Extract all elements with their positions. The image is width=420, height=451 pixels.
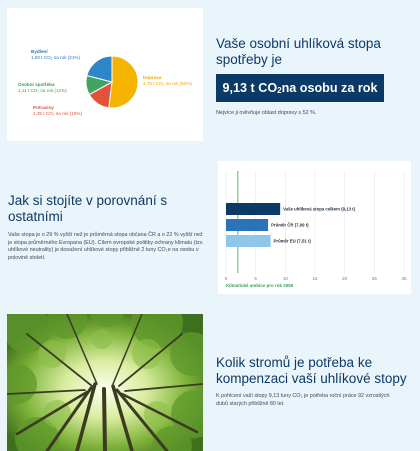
x-tick-label: 0 — [224, 276, 228, 281]
x-tick-label: 15 — [312, 276, 318, 281]
bar-label: Průměr EU (7,51 t) — [273, 238, 311, 244]
bar-1 — [226, 219, 268, 231]
comparison-heading: Jak si stojíte v porovnání s ostatními — [8, 193, 168, 224]
pie-label-value: 4,75 t CO₂ na rok (52%) — [143, 81, 193, 86]
pie-label-food — [33, 105, 82, 117]
pie-label-transport — [143, 75, 192, 87]
bar-label: Průměr ČR (7,09 t) — [271, 222, 309, 228]
trees-body: K pohlcení vaší stopy 9,13 tuny CO₂ je potřeba roční práce 92 vzrostlých dubů starých přibližně 80 let. — [216, 393, 390, 407]
pie-label-name: Bydlení — [31, 49, 48, 54]
forest-photo — [7, 314, 203, 451]
x-tick-label: 30 — [401, 276, 407, 281]
footprint-total-sub: 2 — [277, 85, 282, 95]
footprint-heading: Vaše osobní uhlíková stopa spotřeby je — [216, 36, 381, 67]
comparison-body: Vaše stopa je o 29 % vyšší než je průměrná stopa občana ČR a o 22 % vyšší než je stopa průměrného Evropana (EU). Cílem evropské politiky ochrany klimatu (tzv. uhlíkové neutrality) je dosažení uhlíkové stopy přibližně 2 tuny CO₂e na osobu v polovině století. — [8, 232, 204, 261]
x-tick-label: 10 — [282, 276, 288, 281]
comparison-chart-card — [218, 161, 411, 294]
x-tick-label: 25 — [371, 276, 377, 281]
forest-canopy-image — [7, 314, 203, 451]
x-tick-label: 5 — [254, 276, 257, 281]
pie-label-name: Osobní spotřeba — [18, 82, 55, 87]
pie-label-value: 1,11 t CO₂ na rok (12%) — [18, 88, 67, 93]
x-tick-label: 20 — [342, 276, 348, 281]
pie-label-value: 1,92 t CO₂ na rok (21%) — [31, 55, 81, 60]
footprint-total-box — [216, 74, 384, 102]
pie-label-value: 1,35 t CO₂ na rok (15%) — [33, 111, 83, 116]
pie-label-name: Potraviny — [33, 105, 54, 110]
bar-0 — [226, 203, 280, 215]
bar-2 — [226, 235, 271, 247]
comparison-bar-chart — [218, 161, 411, 294]
pie-slice-transport — [109, 56, 138, 108]
footprint-total-prefix: 9,13 t CO — [222, 81, 278, 95]
footprint-note: Nejvíce ji ovlivňuje oblast dopravy s 52 %. — [216, 110, 317, 116]
trees-heading: Kolik stromů je potřeba ke kompenzaci vaší uhlíkové stopy — [216, 355, 407, 386]
footprint-total-suffix: na osobu za rok — [281, 81, 378, 95]
bar-label: Vaše uhlíková stopa celkem (9,13 t) — [283, 206, 356, 212]
pie-label-consumption — [18, 82, 67, 94]
pie-chart-card — [7, 8, 203, 141]
pie-label-housing — [31, 49, 80, 61]
pie-label-name: Doprava — [143, 75, 162, 80]
reference-label: Klimatické ambice pro rok 2050 — [226, 283, 294, 288]
